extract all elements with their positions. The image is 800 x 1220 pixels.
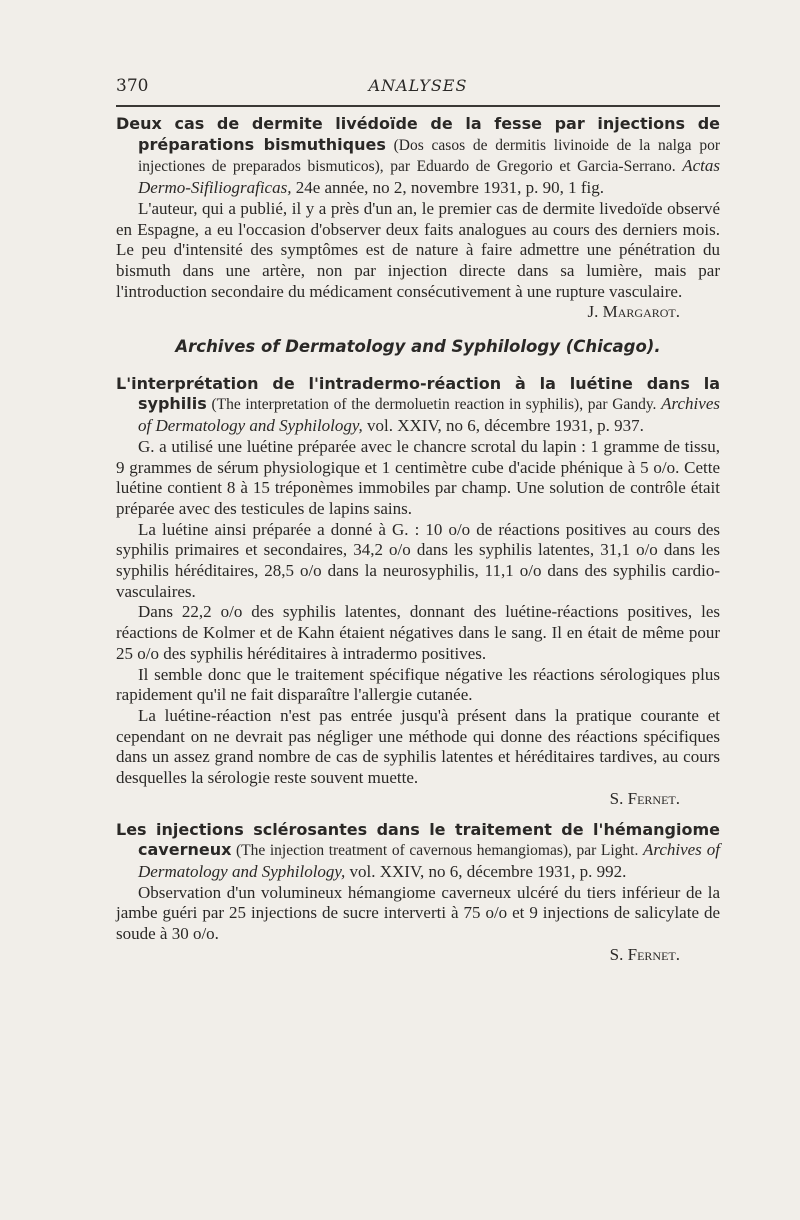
journal-name: Actas Dermo-Sifiliograficas,	[138, 156, 720, 198]
article-title: Deux cas de dermite livédoïde de la fesse par injections de préparations bismuthiques	[116, 114, 720, 154]
article-gap	[116, 810, 720, 820]
journal-citation: vol. XXIV, no 6, décembre 1931, p. 937.	[362, 416, 644, 436]
signature-line	[116, 789, 720, 810]
article-reference	[116, 374, 720, 437]
article-paragraph: Il semble donc que le traitement spécifique négative les réactions sérologiques plus rapidement qu'il ne fait disparaître l'allergie cutanée.	[116, 664, 720, 705]
article-signature: S. Fernet.	[609, 788, 680, 808]
page-header	[116, 76, 720, 104]
article-paragraph: L'auteur, qui a publié, il y a près d'un an, le premier cas de dermite livedoïde observé en Espagne, a eu l'occasion d'observer deux faits analogues au cours des derniers mois. Le peu d'intensité des symptômes est de nature à faire admettre une pénétration du bismuth dans une artère, non par injection directe dans sa lumière, mais par l'introduction secondaire du médicament consécutivement à une rupture vasculaire.	[116, 198, 720, 301]
journal-citation: vol. XXIV, no 6, décembre 1931, p. 992.	[345, 861, 627, 881]
article-1	[116, 114, 720, 323]
section-heading: Archives of Dermatology and Syphilology (Chicago).	[175, 337, 661, 357]
page-content	[116, 114, 720, 965]
article-paragraph: La luétine-réaction n'est pas entrée jusqu'à présent dans la pratique courante et cependant on ne devrait pas négliger une méthode qui donne des réactions spécifiques dans un assez grand nombre de cas de syphilis latentes et héréditaires tardives, au cours desquelles la sérologie reste souvent muette.	[116, 705, 720, 788]
article-original-title: (The interpretation of the dermoluetin reaction in syphilis), par Gandy.	[206, 396, 662, 414]
article-signature: S. Fernet.	[609, 944, 680, 964]
journal-name: Archives of Dermatology and Syphilology,	[138, 394, 720, 436]
journal-name: Archives of Dermatology and Syphilology,	[138, 840, 720, 881]
article-reference	[116, 114, 720, 199]
article-title: L'interprétation de l'intradermo-réaction à la luétine dans la syphilis	[116, 373, 720, 414]
article-original-title: (The injection treatment of cavernous hemangiomas), par Light.	[231, 842, 643, 860]
article-paragraph: G. a utilisé une luétine préparée avec le chancre scrotal du lapin : 1 gramme de tissu, 9 grammes de sérum physiologique et 1 centimètre cube d'acide phénique à 5 o/o. Cette luétine contient 8 à 15 tréponèmes immobiles par champ. Une solution de contrôle était préparée avec des testicules de lapins sains.	[116, 436, 720, 518]
article-paragraph: La luétine ainsi préparée a donné à G. : 10 o/o de réactions positives au cours des syphilis primaires et secondaires, 34,2 o/o dans les syphilis latentes, 31,1 o/o dans les syphilis héréditaires, 28,5 o/o dans la neurosyphilis, 11,1 o/o dans des syphilis cardio-vasculaires.	[116, 519, 720, 601]
header-rule	[116, 105, 720, 107]
article-signature: J. Margarot.	[587, 302, 680, 322]
signature-line	[116, 945, 720, 966]
running-head: ANALYSES	[368, 76, 468, 95]
signature-line	[116, 302, 720, 323]
article-reference	[116, 820, 720, 883]
article-3	[116, 820, 720, 966]
article-2	[116, 374, 720, 810]
article-original-title: (Dos casos de dermitis livinoide de la nalga por injectiones de preparados bismuticos), par Eduardo de Gregorio et Garcia-Serrano.	[138, 136, 720, 176]
article-paragraph: Observation d'un volumineux hémangiome caverneux ulcéré du tiers inférieur de la jambe guéri par 25 injections de sucre interverti à 75 o/o et 9 injections de salicylate de soude à 30 o/o.	[116, 882, 720, 944]
article-paragraph: Dans 22,2 o/o des syphilis latentes, donnant des luétine-réactions positives, les réactions de Kolmer et de Kahn étaient négatives dans le sang. Il en était de même pour 25 o/o des syphilis héréditaires à intradermo positives.	[116, 602, 720, 663]
article-title: Les injections sclérosantes dans le traitement de l'hémangiome caverneux	[116, 819, 720, 860]
journal-citation: 24e année, no 2, novembre 1931, p. 90, 1 fig.	[291, 178, 605, 198]
page-number: 370	[116, 76, 149, 96]
